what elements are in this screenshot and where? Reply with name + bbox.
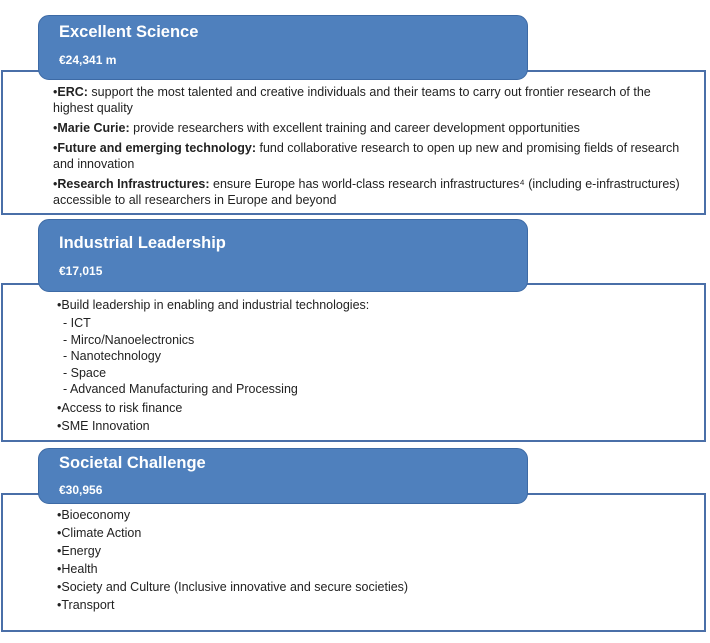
item-text: Climate Action [61, 526, 142, 540]
sub-item: - Mirco/Nanoelectronics [63, 332, 195, 347]
item-text: Health [61, 562, 98, 576]
item-text: SME Innovation [61, 418, 150, 433]
list-item: •Climate Action [57, 526, 142, 540]
item-text: Society and Culture (Inclusive innovative and secure societies) [61, 580, 409, 594]
industrial-leadership-header [38, 219, 528, 292]
item-text: Build leadership in enabling and industrial technologies: [61, 298, 370, 312]
item-term: Marie Curie: [57, 121, 130, 135]
item-term: Research Infrastructures: [57, 177, 210, 191]
list-item: •Transport [57, 598, 115, 612]
item-text: support the most talented and creative individuals and their teams to carry out frontier research of the highest quality [53, 85, 651, 115]
item-term: Future and emerging technology: [57, 141, 257, 155]
item-text: Access to risk finance [61, 400, 183, 415]
list-item: •ERC: support the most talented and creative individuals and their teams to carry out frontier research of the highest quality [53, 85, 651, 115]
societal-challenge-header [38, 448, 528, 504]
list-item: •Marie Curie: provide researchers with excellent training and career development opportunities [53, 121, 580, 135]
excellent-science-header [38, 15, 528, 80]
industrial-leadership-box [1, 283, 706, 442]
section-title: Societal Challenge [59, 454, 206, 472]
item-text: provide researchers with excellent training and career development opportunities [129, 121, 580, 135]
sub-item: - Advanced Manufacturing and Processing [63, 382, 298, 396]
section-amount: €17,015 [59, 264, 103, 278]
item-term: ERC: [57, 85, 88, 99]
sub-item: - Space [63, 365, 107, 380]
item-text: ensure Europe has world-class research infrastructures⁴ (including e-infrastructures) accessible to all researchers in Europe and beyond [53, 177, 680, 207]
list-item: •Society and Culture (Inclusive innovative and secure societies) [57, 580, 409, 594]
excellent-science-box [1, 70, 706, 215]
section-title: Industrial Leadership [59, 234, 226, 252]
item-text: Transport [61, 598, 115, 612]
list-item: •Bioeconomy [57, 508, 131, 522]
item-text: Bioeconomy [61, 508, 131, 522]
item-text: Energy [61, 544, 101, 558]
section-title: Excellent Science [59, 23, 199, 41]
list-item: •SME Innovation [57, 418, 150, 433]
item-text: fund collaborative research to open up new and promising fields of research and innovation [53, 141, 680, 171]
section-amount: €24,341 m [59, 53, 117, 67]
list-item: •Build leadership in enabling and industrial technologies: [57, 298, 370, 312]
sub-item: - Nanotechnology [63, 349, 161, 363]
list-item: •Health [57, 562, 98, 576]
list-item: •Energy [57, 544, 101, 558]
list-item: •Access to risk finance [57, 400, 183, 415]
section-amount: €30,956 [59, 483, 103, 497]
sub-item: - ICT [63, 316, 91, 330]
list-item: •Research Infrastructures: ensure Europe has world-class research infrastructures⁴ (including e-infrastructures) accessible to all researchers in Europe and beyond [53, 177, 680, 207]
societal-challenge-box [1, 493, 706, 632]
list-item: •Future and emerging technology: fund collaborative research to open up new and promising fields of research and innovation [53, 141, 680, 171]
